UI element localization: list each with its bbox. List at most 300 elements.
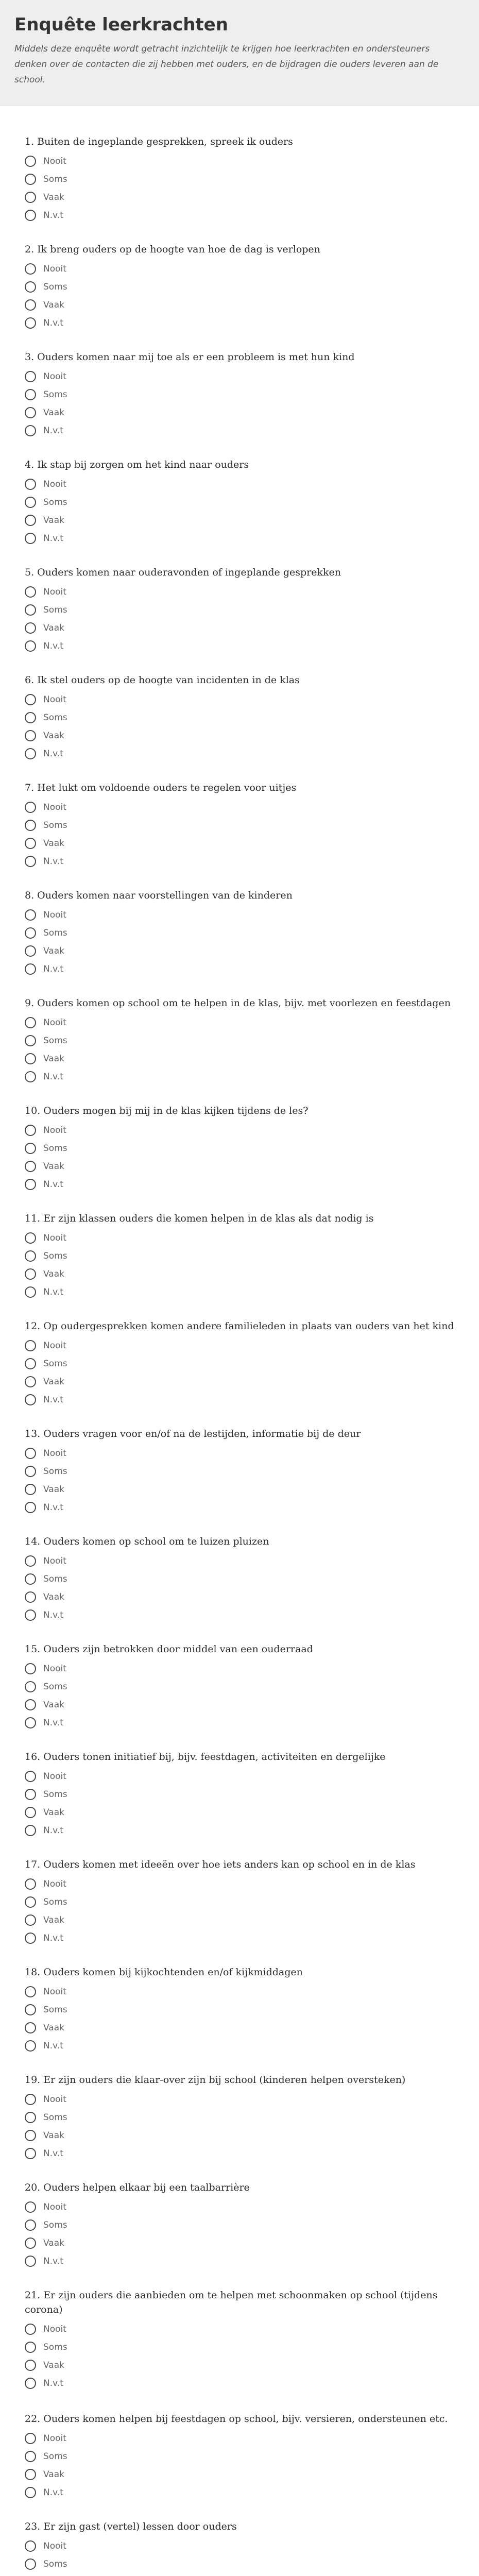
page-title: Enquête leerkrachten [14,14,228,35]
radio-option[interactable] [25,1247,465,1265]
radio-group [25,690,465,762]
radio-button[interactable] [25,2324,36,2335]
radio-option[interactable] [25,1354,465,1372]
radio-option-label: Vaak [43,1053,64,1064]
radio-button[interactable] [25,515,36,526]
radio-option-label: Soms [43,2004,67,2015]
question-label: 22. Ouders komen helpen bij feestdagen op school, bijv. versieren, ondersteunen etc. [25,2413,448,2425]
radio-button[interactable] [25,1268,36,1280]
radio-option[interactable] [25,385,465,403]
radio-option[interactable] [25,1462,465,1480]
radio-option[interactable] [25,2374,465,2392]
radio-group [25,1444,465,1516]
radio-option[interactable] [25,2001,465,2019]
radio-option-label: Soms [43,2342,67,2352]
radio-button[interactable] [25,497,36,508]
radio-group [25,260,465,332]
radio-option[interactable] [25,2465,465,2483]
radio-button[interactable] [25,1717,36,1728]
radio-option[interactable] [25,296,465,314]
radio-option-label: Nooit [43,2201,66,2212]
radio-button[interactable] [25,909,36,921]
radio-button[interactable] [25,2378,36,2389]
radio-option-label: N.v.t [43,856,63,867]
radio-button[interactable] [25,2112,36,2123]
radio-option-label: N.v.t [43,640,63,651]
radio-option[interactable] [25,1067,465,1086]
radio-option-label: Soms [43,2451,67,2462]
radio-option-label: N.v.t [43,2378,63,2388]
radio-option-label: N.v.t [43,2256,63,2266]
radio-option[interactable] [25,2126,465,2144]
radio-option[interactable] [25,2555,465,2573]
radio-option-label: Nooit [43,1232,66,1243]
radio-option[interactable] [25,493,465,511]
radio-option-label: Soms [43,927,67,938]
radio-button[interactable] [25,1017,36,1028]
radio-option-label: N.v.t [43,1179,63,1190]
radio-button[interactable] [25,945,36,957]
radio-button[interactable] [25,156,36,167]
radio-button[interactable] [25,820,36,831]
radio-option[interactable] [25,278,465,296]
radio-option-label: Soms [43,389,67,400]
radio-button[interactable] [25,1466,36,1477]
radio-option[interactable] [25,1982,465,2001]
radio-button[interactable] [25,802,36,813]
radio-button[interactable] [25,1591,36,1603]
radio-option[interactable] [25,1336,465,1354]
radio-button[interactable] [25,1448,36,1459]
question-block [25,1965,465,2073]
radio-option-label: Soms [43,604,67,615]
radio-button[interactable] [25,263,36,275]
radio-option[interactable] [25,2447,465,2465]
radio-option[interactable] [25,1175,465,1193]
radio-option-label: N.v.t [43,1394,63,1405]
radio-option[interactable] [25,1283,465,1301]
radio-button[interactable] [25,640,36,652]
radio-button[interactable] [25,2342,36,2353]
radio-button[interactable] [25,2360,36,2371]
radio-option-label: Vaak [43,2360,64,2370]
radio-option[interactable] [25,170,465,188]
radio-button[interactable] [25,299,36,311]
question-label: 20. Ouders helpen elkaar bij een taalbarrière [25,2182,250,2193]
radio-option[interactable] [25,1606,465,1624]
radio-button[interactable] [25,694,36,705]
radio-option[interactable] [25,1893,465,1911]
radio-button[interactable] [25,371,36,382]
radio-button[interactable] [25,586,36,598]
radio-button[interactable] [25,2022,36,2033]
radio-group [25,906,465,978]
radio-option-label: Nooit [43,1448,66,1459]
radio-button[interactable] [25,604,36,616]
radio-button[interactable] [25,210,36,221]
radio-option[interactable] [25,601,465,619]
radio-button[interactable] [25,1340,36,1351]
radio-option[interactable] [25,403,465,421]
question-label: 4. Ik stap bij zorgen om het kind naar ouders [25,459,249,470]
radio-option-label: N.v.t [43,1071,63,1082]
radio-button[interactable] [25,1699,36,1710]
radio-button[interactable] [25,1789,36,1800]
radio-button[interactable] [25,192,36,203]
radio-option[interactable] [25,475,465,493]
radio-option[interactable] [25,924,465,942]
question-label: 19. Er zijn ouders die klaar-over zijn bij school (kinderen helpen oversteken) [25,2074,406,2086]
radio-button[interactable] [25,1125,36,1136]
radio-option-label: N.v.t [43,210,63,221]
radio-option-label: Nooit [43,1986,66,1997]
radio-option-label: Soms [43,174,67,184]
radio-option[interactable] [25,1929,465,1947]
radio-option[interactable] [25,1121,465,1139]
radio-option[interactable] [25,2144,465,2162]
radio-option-label: Soms [43,1358,67,1369]
radio-option[interactable] [25,188,465,206]
radio-button[interactable] [25,2040,36,2052]
radio-button[interactable] [25,1986,36,1997]
radio-option-label: Nooit [43,2094,66,2105]
radio-button[interactable] [25,317,36,329]
question-label: 13. Ouders vragen voor en/of na de lestijden, informatie bij de deur [25,1428,361,1439]
radio-option-label: Nooit [43,1340,66,1351]
radio-button[interactable] [25,407,36,418]
radio-option[interactable] [25,314,465,332]
radio-group [25,1121,465,1193]
radio-option[interactable] [25,2356,465,2374]
question-block [25,673,465,781]
radio-button[interactable] [25,1179,36,1190]
radio-option[interactable] [25,852,465,870]
radio-button[interactable] [25,1896,36,1908]
radio-option-label: Soms [43,497,67,507]
radio-option[interactable] [25,1498,465,1516]
radio-option[interactable] [25,152,465,170]
radio-option[interactable] [25,1157,465,1175]
radio-option[interactable] [25,1049,465,1067]
radio-option[interactable] [25,1552,465,1570]
radio-option[interactable] [25,2537,465,2555]
radio-option-label: N.v.t [43,1286,63,1297]
radio-button[interactable] [25,1878,36,1890]
radio-option[interactable] [25,1875,465,1893]
radio-group [25,1552,465,1624]
radio-option[interactable] [25,1444,465,1462]
radio-option[interactable] [25,1821,465,1839]
radio-button[interactable] [25,425,36,436]
radio-option-label: Soms [43,1143,67,1154]
question-block [25,2412,465,2519]
radio-button[interactable] [25,1681,36,1692]
radio-option[interactable] [25,2216,465,2234]
question-block [25,2519,465,2576]
radio-option[interactable] [25,511,465,529]
question-block [25,1211,465,1319]
radio-button[interactable] [25,1358,36,1369]
question-list [25,134,465,2576]
radio-option-label: Vaak [43,730,64,741]
radio-option-label: Soms [43,1573,67,1584]
radio-option-label: Nooit [43,1555,66,1566]
radio-button[interactable] [25,1573,36,1585]
radio-option[interactable] [25,816,465,834]
radio-button[interactable] [25,2238,36,2249]
radio-option-label: N.v.t [43,748,63,759]
radio-button[interactable] [25,712,36,723]
question-label: 15. Ouders zijn betrokken door middel van een ouderraad [25,1643,313,1655]
radio-button[interactable] [25,2540,36,2552]
question-label: 21. Er zijn ouders die aanbieden om te helpen met schoonmaken op school (tijdens corona) [25,2290,438,2315]
radio-option[interactable] [25,2483,465,2501]
radio-button[interactable] [25,1771,36,1782]
radio-option[interactable] [25,421,465,439]
radio-option-label: N.v.t [43,317,63,328]
radio-option[interactable] [25,690,465,708]
radio-button[interactable] [25,2558,36,2570]
radio-option[interactable] [25,1677,465,1696]
radio-option-label: Vaak [43,1699,64,1710]
radio-option[interactable] [25,2573,465,2576]
radio-button[interactable] [25,2130,36,2141]
radio-option-label: N.v.t [43,425,63,436]
radio-button[interactable] [25,838,36,849]
radio-option[interactable] [25,1391,465,1409]
radio-option[interactable] [25,960,465,978]
radio-option[interactable] [25,260,465,278]
radio-option-label: Vaak [43,2022,64,2033]
radio-button[interactable] [25,1394,36,1405]
radio-option[interactable] [25,2320,465,2338]
radio-option-label: N.v.t [43,1933,63,1943]
radio-option[interactable] [25,2198,465,2216]
radio-option[interactable] [25,2019,465,2037]
radio-option[interactable] [25,2037,465,2055]
radio-option[interactable] [25,744,465,762]
radio-option[interactable] [25,1031,465,1049]
radio-option[interactable] [25,798,465,816]
radio-option[interactable] [25,367,465,385]
radio-option-label: Vaak [43,1591,64,1602]
radio-option[interactable] [25,1803,465,1821]
radio-button[interactable] [25,2094,36,2105]
radio-option[interactable] [25,2338,465,2356]
radio-option-label: Vaak [43,192,64,202]
question-block [25,1104,465,1211]
radio-button[interactable] [25,2433,36,2444]
page-description: Middels deze enquête wordt getracht inzichtelijk te krijgen hoe leerkrachten en ondersteuners denken over de contacten die zij hebben met ouders, en de bijdragen die ouders leveren aan de school. [14,44,439,85]
question-block [25,2180,465,2288]
radio-button[interactable] [25,389,36,400]
radio-button[interactable] [25,1807,36,1818]
radio-button[interactable] [25,2469,36,2480]
radio-option[interactable] [25,2234,465,2252]
question-label: 16. Ouders tonen initiatief bij, bijv. feestdagen, activiteiten en dergelijke [25,1751,386,1762]
radio-option-label: Vaak [43,622,64,633]
radio-button[interactable] [25,1914,36,1926]
radio-option-label: Vaak [43,1268,64,1279]
radio-button[interactable] [25,1232,36,1244]
question-label: 8. Ouders komen naar voorstellingen van de kinderen [25,890,293,901]
question-label: 1. Buiten de ingeplande gesprekken, spreek ik ouders [25,136,293,147]
question-block [25,457,465,565]
question-block [25,2073,465,2180]
radio-option[interactable] [25,1265,465,1283]
radio-option[interactable] [25,2252,465,2270]
radio-button[interactable] [25,927,36,939]
radio-option-label: Soms [43,712,67,723]
radio-option-label: Vaak [43,407,64,418]
question-block [25,888,465,996]
radio-option-label: Vaak [43,2238,64,2248]
radio-option-label: Vaak [43,1161,64,1172]
radio-group [25,367,465,439]
radio-option[interactable] [25,1570,465,1588]
radio-button[interactable] [25,1555,36,1567]
radio-option-label: N.v.t [43,1502,63,1513]
radio-option[interactable] [25,2090,465,2108]
radio-button[interactable] [25,963,36,975]
radio-group [25,2090,465,2162]
radio-option-label: Nooit [43,371,66,382]
radio-button[interactable] [25,2148,36,2159]
radio-option-label: Vaak [43,1484,64,1495]
radio-button[interactable] [25,856,36,867]
radio-option[interactable] [25,726,465,744]
radio-option-label: Vaak [43,299,64,310]
radio-button[interactable] [25,2487,36,2498]
radio-option-label: Soms [43,2558,67,2569]
radio-button[interactable] [25,1663,36,1674]
radio-option-label: Soms [43,281,67,292]
radio-button[interactable] [25,2451,36,2462]
radio-option[interactable] [25,1696,465,1714]
radio-option-label: Nooit [43,2433,66,2444]
radio-option[interactable] [25,1767,465,1785]
radio-option[interactable] [25,529,465,547]
radio-option[interactable] [25,834,465,852]
radio-button[interactable] [25,479,36,490]
radio-option-label: Vaak [43,2130,64,2141]
question-label: 11. Er zijn klassen ouders die komen helpen in de klas als dat nodig is [25,1213,374,1224]
radio-option-label: N.v.t [43,1825,63,1836]
radio-option-label: Nooit [43,1125,66,1136]
radio-option[interactable] [25,2429,465,2447]
radio-option[interactable] [25,2108,465,2126]
radio-option[interactable] [25,1659,465,1677]
question-label: 12. Op oudergesprekken komen andere familieleden in plaats van ouders van het kind [25,1320,454,1332]
question-block [25,1319,465,1427]
radio-button[interactable] [25,1143,36,1154]
radio-button[interactable] [25,2256,36,2267]
radio-button[interactable] [25,2004,36,2015]
radio-button[interactable] [25,1250,36,1262]
radio-button[interactable] [25,1484,36,1495]
radio-group [25,2537,465,2576]
radio-button[interactable] [25,1933,36,1944]
radio-option-label: Soms [43,1681,67,1692]
radio-option[interactable] [25,942,465,960]
radio-option-label: Soms [43,1789,67,1800]
radio-option-label: Nooit [43,802,66,812]
radio-option-label: Nooit [43,1771,66,1782]
form-header [0,0,479,106]
question-label: 2. Ik breng ouders op de hoogte van hoe de dag is verlopen [25,244,320,255]
radio-group [25,798,465,870]
radio-option[interactable] [25,1372,465,1391]
radio-button[interactable] [25,2219,36,2231]
radio-button[interactable] [25,1035,36,1046]
radio-option-label: Vaak [43,945,64,956]
radio-option-label: Vaak [43,515,64,526]
question-block [25,350,465,457]
radio-button[interactable] [25,2201,36,2213]
radio-button[interactable] [25,1502,36,1513]
radio-group [25,2320,465,2392]
radio-button[interactable] [25,1161,36,1172]
radio-option-label: Nooit [43,156,66,166]
radio-button[interactable] [25,1609,36,1621]
radio-button[interactable] [25,174,36,185]
radio-option[interactable] [25,1714,465,1732]
radio-button[interactable] [25,1376,36,1387]
question-block [25,1642,465,1750]
radio-option-label: N.v.t [43,2487,63,2498]
radio-option[interactable] [25,1139,465,1157]
radio-option-label: Soms [43,2112,67,2123]
radio-group [25,1767,465,1839]
radio-option[interactable] [25,1013,465,1031]
radio-option[interactable] [25,583,465,601]
radio-button[interactable] [25,730,36,741]
radio-button[interactable] [25,1071,36,1082]
radio-option-label: N.v.t [43,1717,63,1728]
survey-form [0,106,479,2576]
radio-option[interactable] [25,1911,465,1929]
radio-button[interactable] [25,533,36,544]
question-label: 3. Ouders komen naar mij toe als er een probleem is met hun kind [25,351,355,363]
radio-option[interactable] [25,619,465,637]
radio-option-label: Nooit [43,479,66,489]
radio-button[interactable] [25,1053,36,1064]
radio-button[interactable] [25,622,36,634]
question-block [25,2288,465,2412]
radio-option-label: Soms [43,1466,67,1477]
radio-option[interactable] [25,708,465,726]
radio-group [25,1982,465,2055]
radio-option[interactable] [25,637,465,655]
radio-group [25,2429,465,2501]
radio-option[interactable] [25,206,465,224]
radio-button[interactable] [25,281,36,293]
radio-option-label: Vaak [43,838,64,849]
radio-option-label: Vaak [43,1807,64,1818]
radio-button[interactable] [25,1825,36,1836]
radio-option[interactable] [25,1480,465,1498]
radio-button[interactable] [25,1286,36,1298]
radio-option[interactable] [25,1588,465,1606]
radio-option-label: Soms [43,2219,67,2230]
radio-option[interactable] [25,1229,465,1247]
radio-option[interactable] [25,906,465,924]
radio-option[interactable] [25,1785,465,1803]
radio-button[interactable] [25,748,36,759]
radio-group [25,475,465,547]
radio-option-label: Soms [43,1896,67,1907]
question-block [25,781,465,888]
